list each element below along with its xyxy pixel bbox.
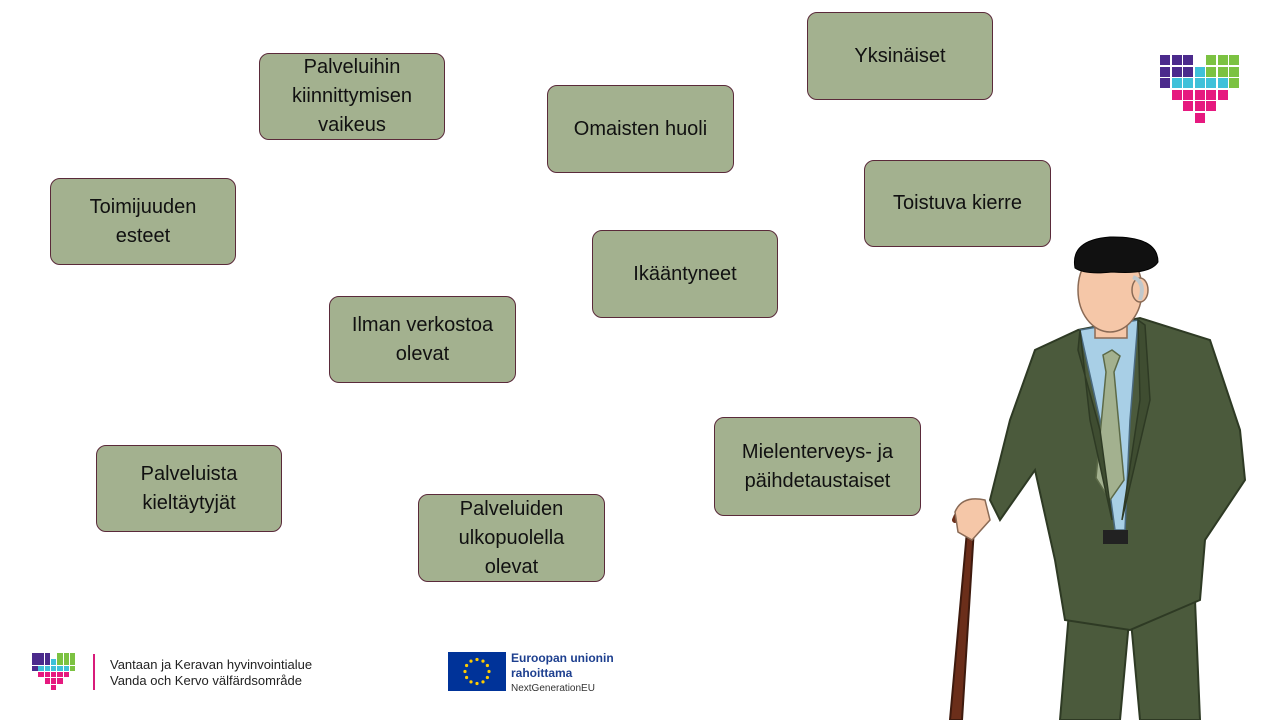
logo-cell	[32, 666, 38, 672]
logo-cell	[38, 653, 44, 659]
logo-cell	[1206, 55, 1216, 65]
logo-cell	[1195, 101, 1205, 111]
eu-star	[469, 680, 472, 683]
eu-star	[487, 670, 490, 673]
topic-box-no-network: Ilman verkostoa olevat	[329, 296, 516, 383]
logo-cell	[57, 666, 63, 672]
logo-cell	[70, 653, 76, 659]
logo-cell	[32, 659, 38, 665]
eu-funding-label	[511, 651, 614, 696]
logo-cell	[57, 659, 63, 665]
logo-cell	[45, 672, 51, 678]
logo-cell	[1195, 113, 1205, 123]
eu-star	[475, 658, 478, 661]
topic-box-outside-services: Palveluiden ulkopuolella olevat	[418, 494, 605, 582]
logo-cell	[32, 653, 38, 659]
eu-star	[486, 664, 489, 667]
logo-cell	[1172, 78, 1182, 88]
heart-grid-logo-icon	[1160, 55, 1240, 123]
logo-cell	[51, 685, 57, 691]
logo-cell	[1183, 67, 1193, 77]
logo-cell	[1195, 90, 1205, 100]
logo-cell	[57, 678, 63, 684]
logo-cell	[64, 653, 70, 659]
logo-cell	[64, 659, 70, 665]
logo-cell	[38, 659, 44, 665]
logo-cell	[57, 653, 63, 659]
topic-box-elderly: Ikääntyneet	[592, 230, 778, 318]
org-name-swedish: Vanda och Kervo välfärdsområde	[110, 673, 302, 688]
logo-cell	[1183, 55, 1193, 65]
logo-cell	[1206, 101, 1216, 111]
logo-cell	[1160, 78, 1170, 88]
logo-cell	[1206, 90, 1216, 100]
logo-cell	[1172, 55, 1182, 65]
eu-flag-icon	[448, 652, 506, 691]
eu-star	[481, 680, 484, 683]
logo-cell	[1218, 67, 1228, 77]
topic-box-service-refusers: Palveluista kieltäytyjät	[96, 445, 282, 532]
logo-cell	[51, 666, 57, 672]
logo-cell	[1172, 67, 1182, 77]
eu-star	[475, 682, 478, 685]
topic-box-mental-health-substance: Mielenterveys- ja päihdetaustaiset	[714, 417, 921, 516]
logo-cell	[70, 666, 76, 672]
logo-cell	[57, 672, 63, 678]
topic-box-repeating-cycle: Toistuva kierre	[864, 160, 1051, 247]
logo-cell	[1160, 67, 1170, 77]
eu-star	[481, 660, 484, 663]
logo-cell	[1229, 67, 1239, 77]
logo-cell	[1183, 101, 1193, 111]
topic-box-attachment-difficulty: Palveluihin kiinnittymisen vaikeus	[259, 53, 445, 140]
org-name-finnish: Vantaan ja Keravan hyvinvointialue	[110, 657, 313, 672]
eu-funding-line2: rahoittama	[511, 666, 573, 680]
logo-cell	[1183, 78, 1193, 88]
eu-star	[465, 664, 468, 667]
logo-cell	[45, 666, 51, 672]
logo-cell	[1160, 55, 1170, 65]
eu-star	[465, 676, 468, 679]
eu-star	[469, 660, 472, 663]
logo-cell	[64, 666, 70, 672]
logo-cell	[1183, 90, 1193, 100]
logo-cell	[51, 672, 57, 678]
logo-cell	[1229, 78, 1239, 88]
elderly-man-illustration	[940, 230, 1260, 720]
eu-funding-line3: NextGenerationEU	[511, 683, 595, 694]
logo-cell	[1195, 78, 1205, 88]
logo-cell	[38, 666, 44, 672]
eu-star	[463, 670, 466, 673]
logo-cell	[45, 653, 51, 659]
logo-cell	[51, 678, 57, 684]
topic-box-relatives-concern: Omaisten huoli	[547, 85, 734, 173]
topic-box-lonely: Yksinäiset	[807, 12, 993, 100]
logo-cell	[38, 672, 44, 678]
topic-box-agency-obstacles: Toimijuuden esteet	[50, 178, 236, 265]
logo-cell	[1218, 78, 1228, 88]
logo-cell	[1206, 67, 1216, 77]
logo-cell	[1218, 90, 1228, 100]
heart-grid-logo-small-icon	[32, 653, 76, 690]
logo-cell	[1195, 67, 1205, 77]
eu-funding-line1: Euroopan unionin	[511, 651, 614, 665]
logo-cell	[70, 659, 76, 665]
logo-cell	[51, 659, 57, 665]
logo-cell	[1172, 90, 1182, 100]
logo-cell	[1206, 78, 1216, 88]
logo-cell	[64, 672, 70, 678]
logo-cell	[1218, 55, 1228, 65]
logo-cell	[1229, 55, 1239, 65]
eu-star	[486, 676, 489, 679]
logo-cell	[45, 659, 51, 665]
footer-org-name	[110, 657, 312, 689]
footer-divider	[93, 654, 95, 690]
logo-cell	[45, 678, 51, 684]
